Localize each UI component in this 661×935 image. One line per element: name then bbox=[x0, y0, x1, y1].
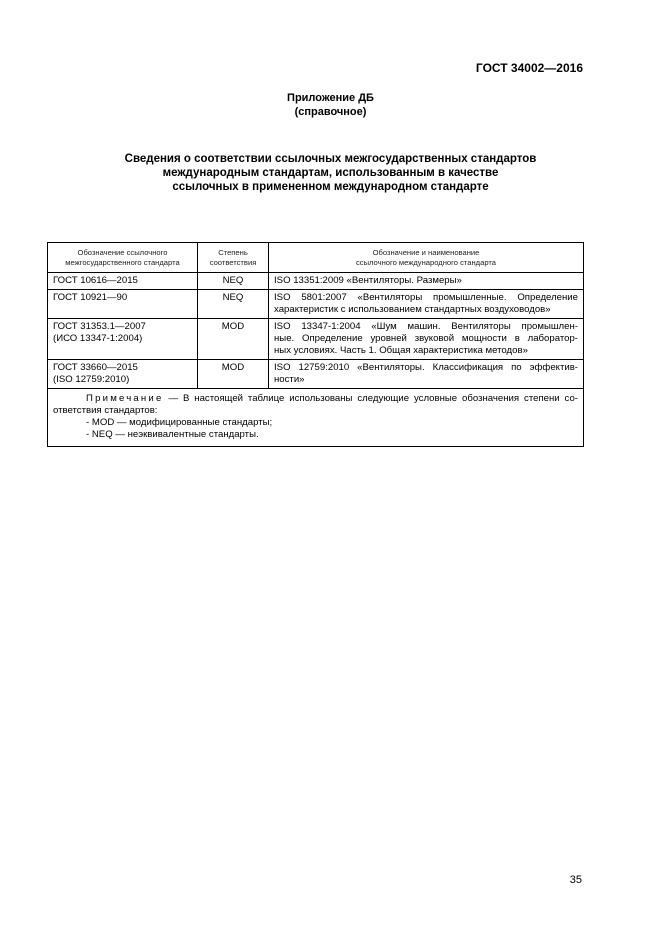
header-degree: Степень соответствия bbox=[198, 243, 269, 273]
cell-international-standard: ISO 13347-1:2004 «Шум машин. Вентиляторы промышлен- ные. Определение уровней звуковой мощности в лаборатор- ных условиях. Часть 1. Общая характеристика методов» bbox=[269, 319, 584, 360]
table-row bbox=[48, 360, 584, 389]
document-code: ГОСТ 34002—2016 bbox=[475, 61, 583, 75]
cell-degree: MOD bbox=[198, 319, 269, 360]
table-header-row bbox=[48, 243, 584, 273]
section-title bbox=[0, 152, 661, 194]
note-label: Примечание bbox=[86, 393, 164, 404]
cell-international-standard: ISO 12759:2010 «Вентиляторы. Классификация по эффектив- ности» bbox=[269, 360, 584, 389]
table-row bbox=[48, 290, 584, 319]
note-item: - NEQ — неэквивалентные стандарты. bbox=[86, 429, 259, 440]
cell-interstate-standard: ГОСТ 31353.1—2007 (ИСО 13347-1:2004) bbox=[48, 319, 198, 360]
cell-international-standard: ISO 5801:2007 «Вентиляторы промышленные. Определение характеристик с использованием стандартных воздуховодов» bbox=[269, 290, 584, 319]
section-title-line: Сведения о соответствии ссылочных межгосударственных стандартов bbox=[124, 153, 537, 165]
note-text bbox=[53, 393, 578, 417]
cell-interstate-standard: ГОСТ 10616—2015 bbox=[48, 273, 198, 290]
table-note-row bbox=[48, 389, 584, 447]
page-number: 35 bbox=[569, 874, 582, 886]
cell-interstate-standard: ГОСТ 10921—90 bbox=[48, 290, 198, 319]
table-note bbox=[48, 389, 584, 447]
table-row bbox=[48, 273, 584, 290]
cell-degree: NEQ bbox=[198, 290, 269, 319]
table-row bbox=[48, 319, 584, 360]
note-item: - MOD — модифицированные стандарты; bbox=[86, 417, 273, 428]
section-title-line: международным стандартам, использованным в качестве bbox=[162, 167, 499, 179]
header-international-standard: Обозначение и наименование ссылочного международного стандарта bbox=[269, 243, 584, 273]
annex-subtitle: (справочное) bbox=[294, 106, 367, 118]
section-title-line: ссылочных в примененном международном стандарте bbox=[172, 181, 489, 193]
cell-interstate-standard: ГОСТ 33660—2015 (ISO 12759:2010) bbox=[48, 360, 198, 389]
annex-title: Приложение ДБ bbox=[287, 92, 374, 104]
cell-degree: MOD bbox=[198, 360, 269, 389]
cell-degree: NEQ bbox=[198, 273, 269, 290]
standards-table bbox=[47, 242, 584, 447]
cell-international-standard: ISO 13351:2009 «Вентиляторы. Размеры» bbox=[269, 273, 584, 290]
note-body: — В настоящей таблице использованы следующие условные обозначения степени со-ответствия стандартов: bbox=[53, 393, 578, 416]
header-interstate-standard: Обозначение ссылочного межгосударственного стандарта bbox=[48, 243, 198, 273]
